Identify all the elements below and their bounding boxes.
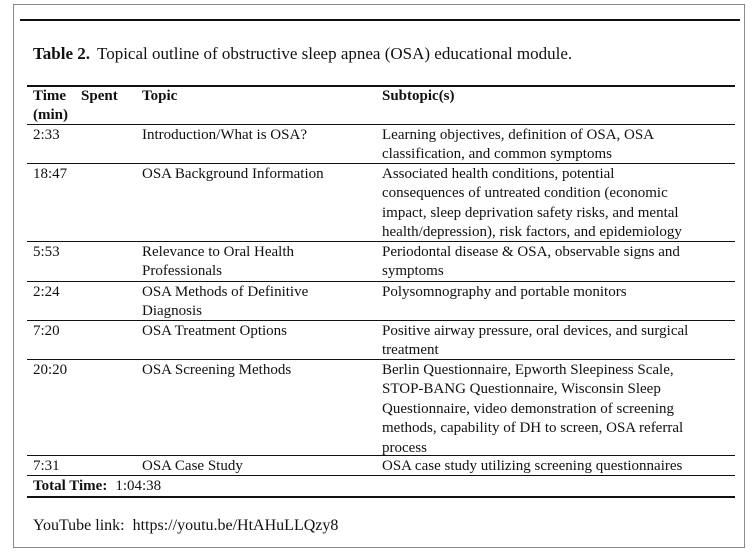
youtube-link-label: YouTube link: <box>33 517 125 534</box>
subtopic-line: health/depression), risk factors, and epidemiology <box>382 224 682 241</box>
row-time: 2:33 <box>33 127 60 143</box>
row-topic: OSA Case Study <box>142 458 243 474</box>
subtopic-line: Positive airway pressure, oral devices, and surgical <box>382 323 689 339</box>
row-subtopic <box>382 165 734 243</box>
table-title: Topical outline of obstructive sleep apnea (OSA) educational module. <box>97 44 573 63</box>
row-time: 2:24 <box>33 284 60 300</box>
subtopic-line: Periodontal disease & OSA, observable signs and <box>382 244 680 260</box>
subtopic-line: OSA case study utilizing screening questionnaires <box>382 458 683 474</box>
row-subtopic <box>382 243 734 282</box>
row-divider <box>27 124 735 125</box>
row-subtopic <box>382 283 734 302</box>
row-topic: OSA Screening Methods <box>142 362 292 378</box>
table-caption <box>33 44 572 64</box>
subtopic-line: symptoms <box>382 263 444 280</box>
subtopic-line: STOP-BANG Questionnaire, Wisconsin Sleep <box>382 381 661 398</box>
subtopic-line: Questionnaire, video demonstration of screening <box>382 400 675 417</box>
subtopic-line: methods, capability of DH to screen, OSA referral <box>382 420 684 437</box>
row-topic: Introduction/What is OSA? <box>142 127 307 143</box>
row-time: 7:20 <box>33 323 60 339</box>
topic-line: Diagnosis <box>142 303 202 320</box>
row-topic <box>142 243 372 282</box>
row-divider <box>27 320 735 321</box>
subtopic-line: classification, and common symptoms <box>382 146 612 163</box>
subtopic-line: Berlin Questionnaire, Epworth Sleepiness Scale, <box>382 362 674 378</box>
topic-line: OSA Methods of Definitive <box>142 284 309 300</box>
header-subtopic: Subtopic(s) <box>382 88 455 104</box>
youtube-link-url[interactable]: https://youtu.be/HtAHuLLQzy8 <box>132 517 339 534</box>
row-subtopic <box>382 457 734 476</box>
topic-line: Professionals <box>142 263 222 280</box>
header-time-line2: (min) <box>33 107 68 124</box>
header-topic: Topic <box>142 88 178 104</box>
subtopic-line: consequences of untreated condition (economic <box>382 185 668 202</box>
row-time: 7:31 <box>33 458 60 474</box>
total-time-label: Total Time: <box>33 478 108 494</box>
subtopic-line: Associated health conditions, potential <box>382 166 615 182</box>
youtube-link-line <box>33 517 338 535</box>
subtopic-line: treatment <box>382 342 439 359</box>
row-time: 5:53 <box>33 244 60 260</box>
table-bottom-rule <box>27 496 735 498</box>
subtopic-line: Polysomnography and portable monitors <box>382 284 627 300</box>
top-rule <box>20 19 740 21</box>
row-subtopic <box>382 361 734 458</box>
topic-line: Relevance to Oral Health <box>142 244 295 260</box>
row-time: 20:20 <box>33 362 68 378</box>
row-topic: OSA Background Information <box>142 166 324 182</box>
subtopic-line: process <box>382 439 427 456</box>
header-time <box>33 87 133 126</box>
header-time-line1: Time Spent <box>33 88 118 104</box>
row-subtopic <box>382 322 734 361</box>
subtopic-line: Learning objectives, definition of OSA, OSA <box>382 127 655 143</box>
row-topic <box>142 283 372 322</box>
subtopic-line: impact, sleep deprivation safety risks, and mental <box>382 204 679 221</box>
total-time-value: 1:04:38 <box>115 478 162 494</box>
table-label: Table 2. <box>33 44 91 63</box>
total-time-row <box>33 477 161 496</box>
row-topic: OSA Treatment Options <box>142 323 288 339</box>
row-subtopic <box>382 126 734 165</box>
row-time: 18:47 <box>33 166 68 182</box>
